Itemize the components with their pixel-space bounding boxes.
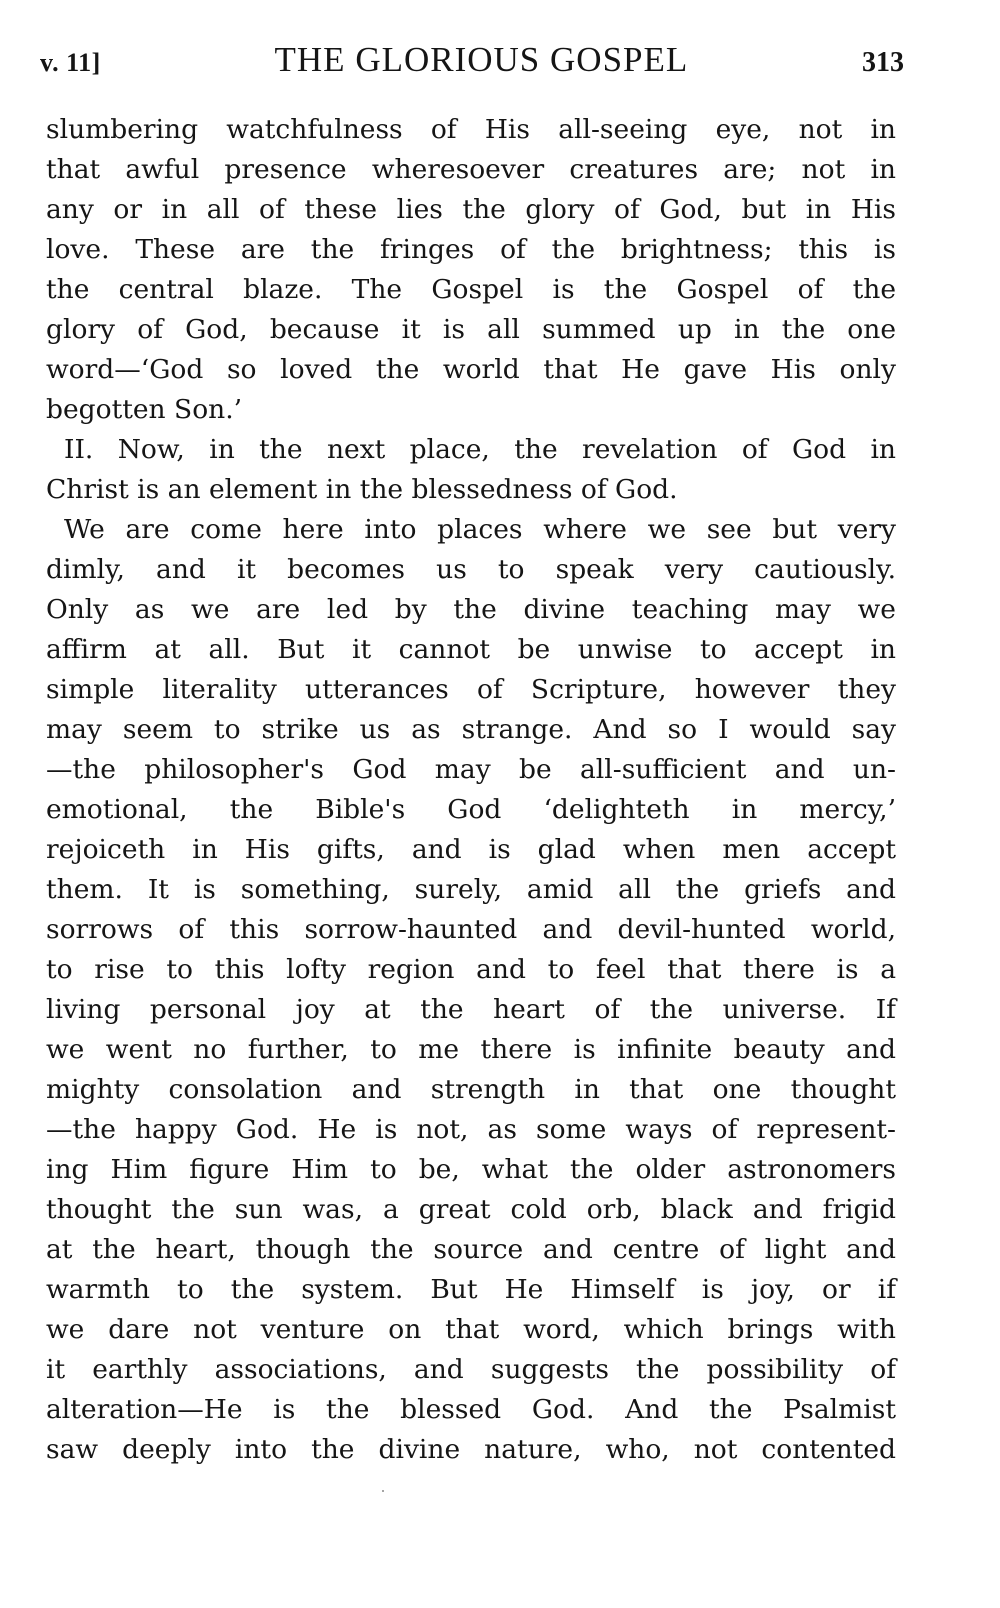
paragraph: [46, 510, 896, 1470]
text-line: simple literality utterances of Scripture, however they: [46, 674, 896, 705]
text-line: to rise to this lofty region and to feel that there is a: [46, 954, 896, 985]
text-line: emotional, the Bible's God ‘delighteth in mercy,’: [46, 794, 896, 825]
text-line: ing Him figure Him to be, what the older astronomers: [46, 1154, 896, 1185]
text-line: that awful presence wheresoever creatures are; not in: [46, 154, 896, 185]
book-page: [40, 40, 904, 1470]
text-line: any or in all of these lies the glory of God, but in His: [46, 194, 896, 225]
running-title: THE GLORIOUS GOSPEL: [274, 40, 689, 79]
text-line: we went no further, to me there is infinite beauty and: [46, 1034, 896, 1065]
text-line: it earthly associations, and suggests the possibility of: [46, 1354, 896, 1385]
page-number: 313: [862, 47, 904, 78]
running-head: [40, 40, 904, 98]
paragraph: [46, 110, 896, 430]
text-line: them. It is something, surely, amid all the griefs and: [46, 874, 896, 905]
text-line: at the heart, though the source and centre of light and: [46, 1234, 896, 1265]
text-line: rejoiceth in His gifts, and is glad when men accept: [46, 834, 896, 865]
text-line: mighty consolation and strength in that one thought: [46, 1074, 896, 1105]
body-text: [46, 110, 896, 1470]
text-line: alteration—He is the blessed God. And the Psalmist: [46, 1394, 896, 1425]
verse-reference: v. 11]: [40, 48, 101, 77]
text-line: slumbering watchfulness of His all-seeing eye, not in: [46, 114, 896, 145]
print-speck: [382, 1490, 384, 1492]
text-line: affirm at all. But it cannot be unwise to accept in: [46, 634, 896, 665]
text-line: love. These are the fringes of the brightness; this is: [46, 234, 896, 265]
text-line: Christ is an element in the blessedness of God.: [46, 474, 678, 505]
text-line: the central blaze. The Gospel is the Gospel of the: [46, 274, 896, 305]
text-line: living personal joy at the heart of the universe. If: [46, 994, 896, 1025]
text-line: sorrows of this sorrow-haunted and devil-hunted world,: [46, 914, 896, 945]
text-line: warmth to the system. But He Himself is joy, or if: [46, 1274, 896, 1305]
text-line: —the happy God. He is not, as some ways of represent-: [46, 1114, 896, 1145]
text-line: We are come here into places where we see but very: [64, 514, 896, 545]
paragraph: [46, 430, 896, 510]
text-line: saw deeply into the divine nature, who, not contented: [46, 1434, 896, 1465]
text-line: word—‘God so loved the world that He gave His only: [46, 354, 896, 385]
text-line: begotten Son.’: [46, 394, 243, 425]
text-line: dimly, and it becomes us to speak very cautiously.: [46, 554, 896, 585]
text-line: thought the sun was, a great cold orb, black and frigid: [46, 1194, 896, 1225]
text-line: may seem to strike us as strange. And so I would say: [46, 714, 896, 745]
text-line: we dare not venture on that word, which brings with: [46, 1314, 896, 1345]
text-line: glory of God, because it is all summed up in the one: [46, 314, 896, 345]
text-line: Only as we are led by the divine teaching may we: [46, 594, 896, 625]
text-line: —the philosopher's God may be all-sufficient and un-: [46, 754, 896, 785]
text-line: II. Now, in the next place, the revelation of God in: [64, 434, 896, 465]
